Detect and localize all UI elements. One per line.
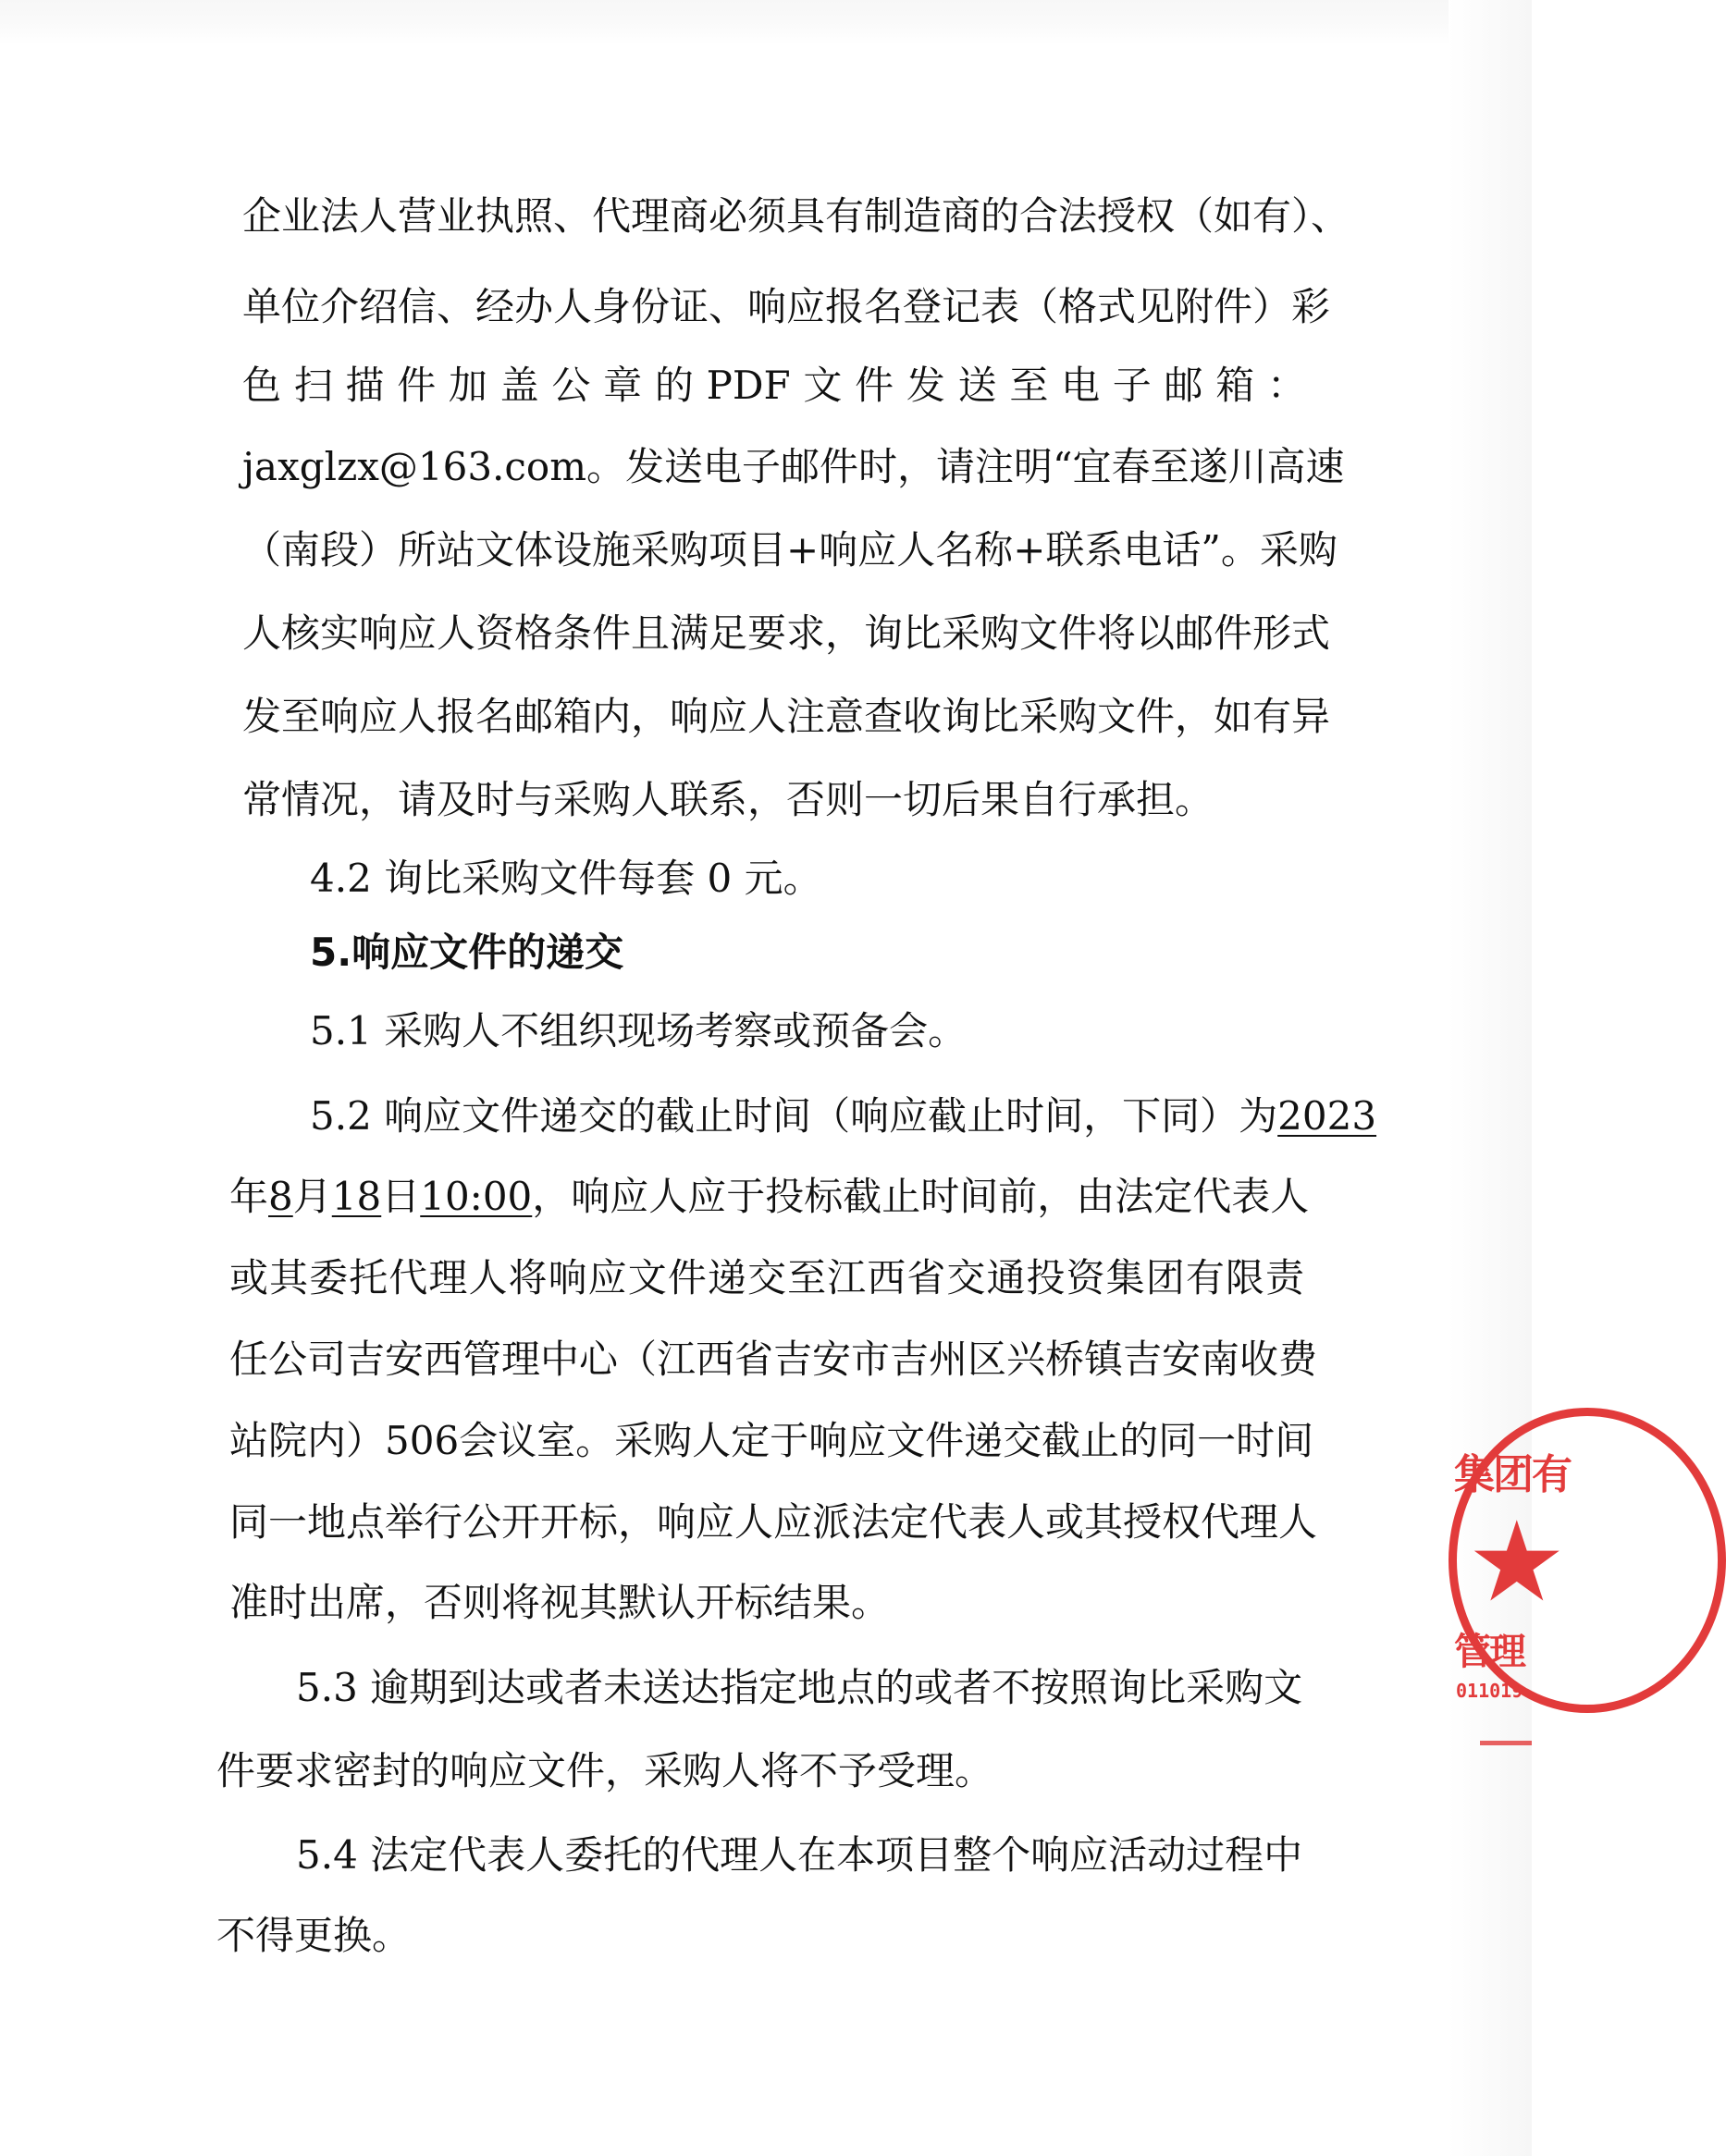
p5-4-line-2: 不得更换。 bbox=[216, 1913, 412, 1958]
p1-line-6: 人核实响应人资格条件且满足要求，询比采购文件将以邮件形式 bbox=[242, 610, 1331, 656]
p1-line-2: 单位介绍信、经办人身份证、响应报名登记表（格式见附件）彩 bbox=[242, 284, 1331, 329]
red-star-icon: ★ bbox=[1467, 1498, 1567, 1627]
seal-mid-text: 管理 bbox=[1454, 1631, 1524, 1673]
seal-fragment-line bbox=[1480, 1741, 1532, 1745]
p5-2-prefix: 5.2 响应文件递交的截止时间（响应截止时间，下同）为 bbox=[310, 1093, 1278, 1139]
p4-2: 4.2 询比采购文件每套 0 元。 bbox=[310, 856, 822, 901]
p5-2-line-5: 站院内）506会议室。采购人定于响应文件递交截止的同一时间 bbox=[229, 1418, 1314, 1463]
p1-line-1: 企业法人营业执照、代理商必须具有制造商的合法授权（如有）、 bbox=[242, 193, 1350, 239]
p5-2-time: 10:00 bbox=[420, 1174, 533, 1219]
p5-2-day: 18 bbox=[331, 1174, 382, 1219]
p1-line-8: 常情况，请及时与采购人联系，否则一切后果自行承担。 bbox=[242, 777, 1214, 822]
p5-2-line-2 bbox=[229, 1169, 1309, 1225]
p5-2-line-3: 或其委托代理人将响应文件递交至江西省交通投资集团有限责 bbox=[229, 1255, 1304, 1300]
p5-3-line-1: 5.3 逾期到达或者未送达指定地点的或者不按照询比采购文 bbox=[296, 1665, 1303, 1710]
p1-line-3: 色扫描件加盖公章的PDF文件发送至电子邮箱： bbox=[242, 363, 1306, 408]
p1-line-5: （南段）所站文体设施采购项目+响应人名称+联系电话”。采购 bbox=[242, 527, 1338, 573]
p5-3-line-2: 件要求密封的响应文件，采购人将不予受理。 bbox=[216, 1748, 994, 1793]
p5-2-month: 8 bbox=[268, 1174, 293, 1219]
p5-2-yue: 月 bbox=[292, 1174, 332, 1219]
p5-2-line-6: 同一地点举行公开开标，响应人应派法定代表人或其授权代理人 bbox=[229, 1499, 1318, 1545]
section-heading-5: 5.响应文件的递交 bbox=[310, 930, 624, 975]
p5-2-line-4: 任公司吉安西管理中心（江西省吉安市吉州区兴桥镇吉安南收费 bbox=[229, 1337, 1318, 1382]
p5-2-nian: 年 bbox=[229, 1174, 269, 1219]
p1-line-4: jaxglzx@163.com。发送电子邮件时，请注明“宜春至遂川高速 bbox=[242, 444, 1345, 489]
seal-top-text: 集团有 bbox=[1454, 1451, 1571, 1498]
p5-2-suffix: ，响应人应于投标截止时间前，由法定代表人 bbox=[532, 1174, 1310, 1219]
p5-1: 5.1 采购人不组织现场考察或预备会。 bbox=[310, 1008, 968, 1053]
seal-number: 011019 bbox=[1456, 1680, 1523, 1702]
official-seal bbox=[1441, 1408, 1571, 1713]
p5-4-line-1: 5.4 法定代表人委托的代理人在本项目整个响应活动过程中 bbox=[296, 1832, 1303, 1878]
p5-2-ri: 日 bbox=[381, 1174, 421, 1219]
p5-2-line-7: 准时出席，否则将视其默认开标结果。 bbox=[229, 1580, 891, 1625]
p5-2-year: 2023 bbox=[1277, 1093, 1377, 1139]
p5-2-line-1 bbox=[310, 1089, 1376, 1144]
p1-line-7: 发至响应人报名邮箱内，响应人注意查收询比采购文件，如有异 bbox=[242, 694, 1331, 739]
